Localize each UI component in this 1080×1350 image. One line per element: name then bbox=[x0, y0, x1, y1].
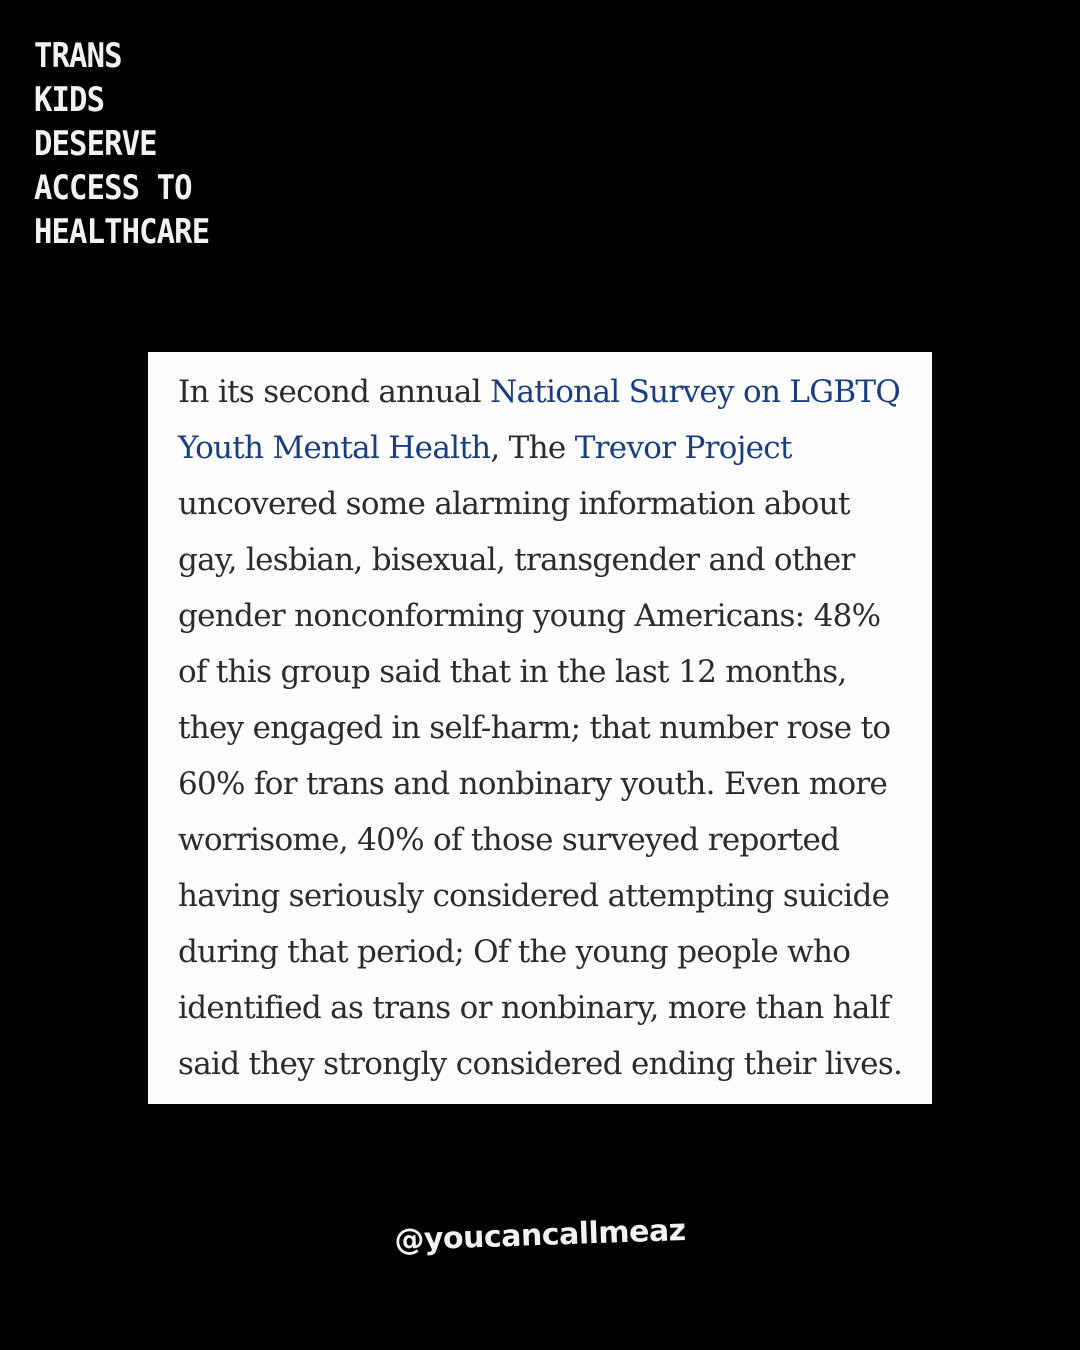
excerpt-line bbox=[178, 364, 912, 420]
excerpt-line: gay, lesbian, bisexual, transgender and other bbox=[178, 542, 855, 578]
excerpt-line: they engaged in self-harm; that number rose to bbox=[178, 710, 891, 746]
headline-line: DESERVE bbox=[34, 124, 157, 164]
author-handle: @youcancallmeaz bbox=[393, 1212, 687, 1259]
survey-link[interactable]: National Survey on LGBTQ bbox=[490, 374, 901, 410]
headline bbox=[34, 34, 209, 254]
excerpt-line: having seriously considered attempting suicide bbox=[178, 878, 890, 914]
excerpt-line: gender nonconforming young Americans: 48% bbox=[178, 598, 881, 634]
headline-line: KIDS bbox=[34, 80, 105, 120]
trevor-project-link[interactable]: Trevor Project bbox=[574, 430, 792, 466]
excerpt-line: said they strongly considered ending their lives. bbox=[178, 1046, 903, 1082]
article-excerpt bbox=[178, 364, 912, 1092]
excerpt-text: , The bbox=[490, 430, 575, 466]
headline-line: HEALTHCARE bbox=[34, 212, 210, 252]
headline-line: TRANS bbox=[34, 36, 122, 76]
headline-line: ACCESS TO bbox=[34, 168, 192, 208]
excerpt-line bbox=[178, 420, 912, 476]
excerpt-line: of this group said that in the last 12 months, bbox=[178, 654, 847, 690]
excerpt-line: uncovered some alarming information about bbox=[178, 486, 850, 522]
excerpt-line: worrisome, 40% of those surveyed reported bbox=[178, 822, 840, 858]
survey-link-continued[interactable]: Youth Mental Health bbox=[178, 430, 491, 466]
excerpt-line: identified as trans or nonbinary, more than half bbox=[178, 990, 890, 1026]
excerpt-line: during that period; Of the young people who bbox=[178, 934, 851, 970]
excerpt-line: 60% for trans and nonbinary youth. Even more bbox=[178, 766, 888, 802]
article-excerpt-card bbox=[148, 352, 932, 1104]
excerpt-text: In its second annual bbox=[178, 374, 491, 410]
